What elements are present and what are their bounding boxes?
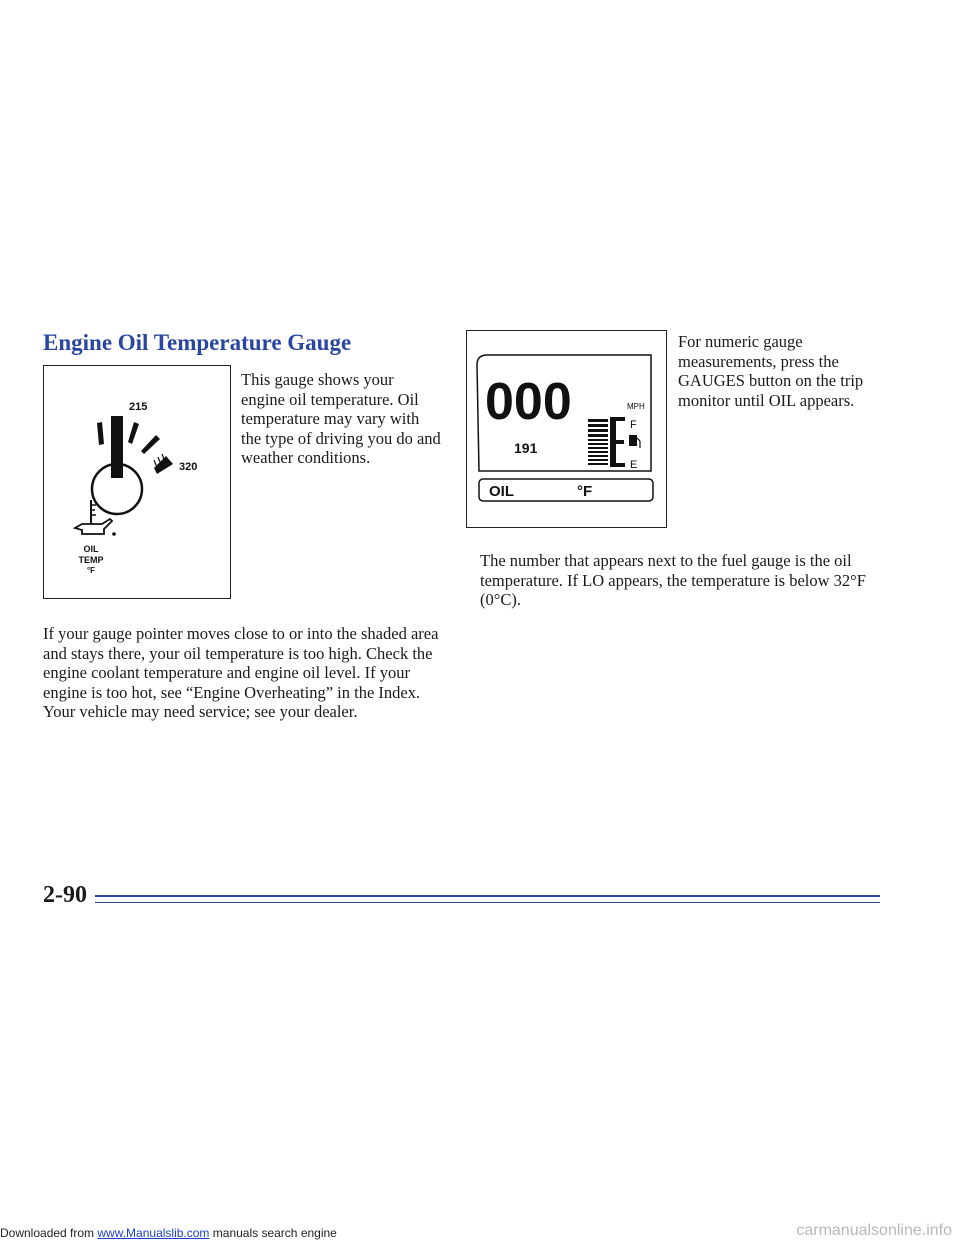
fuel-pump-icon bbox=[629, 435, 640, 448]
oil-can-thermometer-icon bbox=[75, 500, 116, 536]
speed-unit: MPH bbox=[627, 402, 645, 411]
fuel-empty-label: E bbox=[630, 459, 638, 471]
trip-monitor-display-figure bbox=[466, 330, 667, 528]
gauge-description: This gauge shows your engine oil temperature. Oil temperature may vary with the type of driving you do and weather conditions. bbox=[241, 370, 441, 467]
speed-digits: 000 bbox=[485, 373, 572, 431]
gauge-label-oil: OIL bbox=[83, 544, 99, 554]
fuel-gauge-oil-note: The number that appears next to the fuel gauge is the oil temperature. If LO appears, the temperature is below 32°F (0°C). bbox=[480, 551, 866, 609]
download-suffix: manuals search engine bbox=[209, 1226, 337, 1240]
watermark: carmanualsonline.info bbox=[796, 1222, 952, 1239]
message-oil: OIL bbox=[489, 483, 514, 500]
footer-rule-thin bbox=[95, 902, 880, 903]
gauge-pointer bbox=[111, 416, 123, 478]
gauge-label-temp: TEMP bbox=[78, 555, 104, 565]
download-prefix: Downloaded from bbox=[0, 1226, 98, 1240]
scale-label-215: 215 bbox=[129, 401, 148, 413]
gauge-label-unit: °F bbox=[86, 566, 96, 575]
gauge-tick-high bbox=[141, 435, 160, 454]
fuel-bar-graph bbox=[588, 417, 625, 467]
oil-temp-gauge-drawing bbox=[44, 366, 229, 597]
section-title: Engine Oil Temperature Gauge bbox=[43, 330, 352, 355]
numeric-gauge-instructions: For numeric gauge measurements, press the GAUGES button on the trip monitor until OIL appears. bbox=[678, 332, 864, 410]
fuel-full-label: F bbox=[630, 419, 637, 431]
message-unit: °F bbox=[577, 483, 593, 500]
trip-monitor-display-drawing bbox=[467, 331, 665, 526]
manualslib-link[interactable]: www.Manualslib.com bbox=[97, 1226, 210, 1240]
scale-label-320: 320 bbox=[179, 461, 198, 473]
high-temperature-warning: If your gauge pointer moves close to or into the shaded area and stays there, your oil temperature is too high. Check the engine coolant temperature and engine oil level. If your engine is too hot, see “Engine Overheating” in the Index. Your vehicle may need service; see your dealer. bbox=[43, 624, 439, 721]
oil-temp-readout: 191 bbox=[514, 440, 538, 456]
page-number: 2-90 bbox=[43, 882, 87, 908]
footer-rule bbox=[95, 895, 880, 897]
download-bar bbox=[0, 1226, 337, 1240]
gauge-tick-low bbox=[97, 422, 104, 445]
oil-temp-gauge-figure bbox=[43, 365, 231, 599]
gauge-tick-mid bbox=[128, 422, 139, 444]
